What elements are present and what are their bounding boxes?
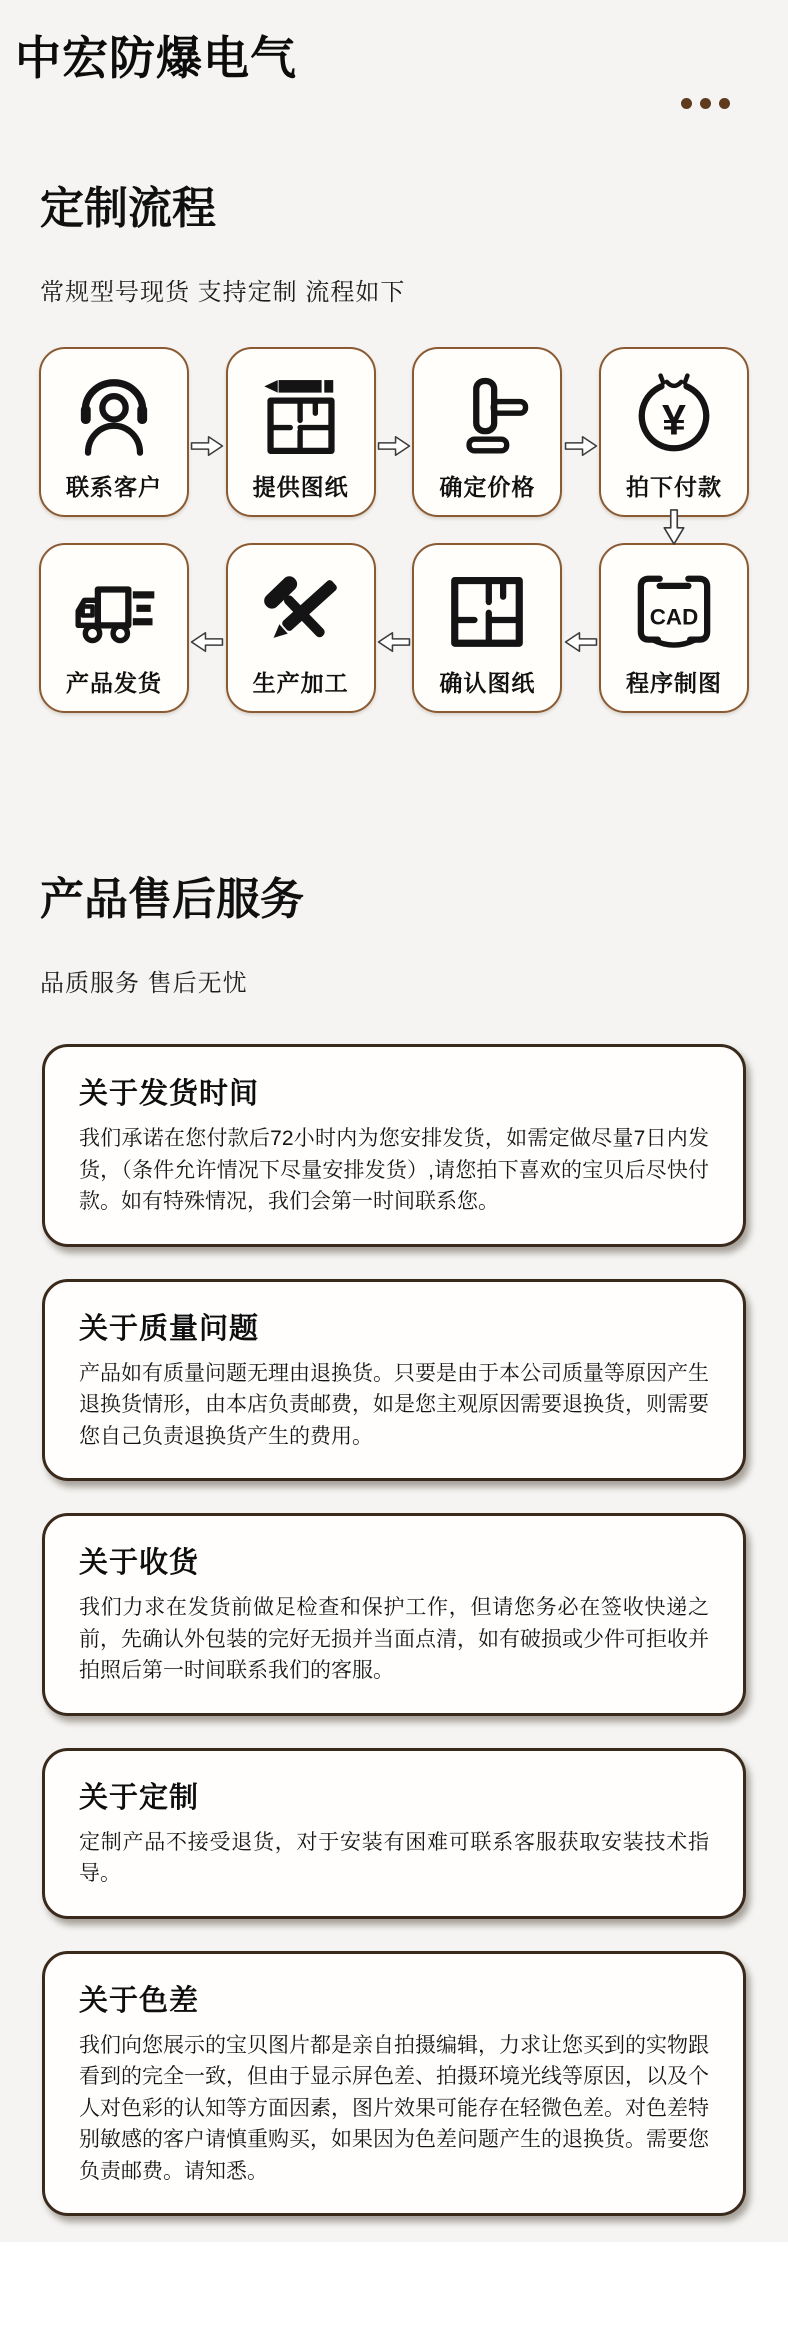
truck-icon xyxy=(71,545,157,665)
card-title: 关于定制 xyxy=(79,1781,200,1814)
card-body: 我们力求在发货前做足检查和保护工作，但请您务必在签收快递之前，先确认外包装的完好无损并当面点清，如有破损或少件可拒收并拍照后第一时间联系我们的客服。 xyxy=(79,1596,709,1682)
flow-step-label: 确定价格 xyxy=(439,474,536,500)
custom-process-title: 定制流程 xyxy=(40,184,216,233)
card-title: 关于色差 xyxy=(79,1984,200,2017)
flow-step-cad-drawing xyxy=(599,543,749,713)
flow-step-pay-order xyxy=(599,347,749,517)
flow-step-label: 拍下付款 xyxy=(626,474,722,500)
card-title: 关于发货时间 xyxy=(79,1078,260,1110)
three-dots-icon[interactable] xyxy=(681,98,730,109)
card-color-difference xyxy=(42,1951,746,2217)
arrow-left-icon xyxy=(562,571,599,713)
card-title: 关于收货 xyxy=(79,1547,200,1579)
arrow-left-icon xyxy=(376,571,413,713)
card-body: 我们承诺在您付款后72小时内为您安排发货，如需定做尽量7日内发货，（条件允许情况下尽量安排发货）,请您拍下喜欢的宝贝后尽快付款。如有特殊情况，我们会第一时间联系您。 xyxy=(79,1127,709,1213)
flow-step-label: 联系客户 xyxy=(66,474,162,500)
headset-person-icon xyxy=(71,349,157,469)
flow-step-label: 确认图纸 xyxy=(439,670,536,696)
flow-step-label: 生产加工 xyxy=(252,670,349,696)
flow-step-production xyxy=(226,543,376,713)
card-body: 我们向您展示的宝贝图片都是亲自拍摄编辑，力求让您买到的实物跟看到的完全一致，但由于显示屏色差、拍摄环境光线等原因，以及个人对色彩的认知等方面因素，图片效果可能存在轻微色差。对色差特别敏感的客户请慎重购买，如果因为色差问题产生的退换货。需要您负责邮费。请知悉。 xyxy=(79,2033,709,2183)
arrow-right-icon xyxy=(376,375,413,517)
custom-process-flow xyxy=(39,347,749,713)
flow-step-confirm-drawing xyxy=(412,543,562,713)
brand-title: 中宏防爆电气 xyxy=(15,32,297,84)
card-body: 定制产品不接受退货，对于安装有困难可联系客服获取安装技术指导。 xyxy=(79,1830,709,1885)
arrow-right-icon xyxy=(189,375,226,517)
blueprint-pencil-icon xyxy=(258,349,344,469)
card-title: 关于质量问题 xyxy=(79,1312,260,1345)
yen-glyph: ¥ xyxy=(662,396,686,445)
card-quality-issue xyxy=(42,1279,746,1482)
flow-step-label: 提供图纸 xyxy=(252,474,349,500)
gavel-icon xyxy=(444,349,530,469)
flow-step-confirm-price xyxy=(412,347,562,517)
cad-scroll-icon xyxy=(631,545,717,665)
after-sales-title: 产品售后服务 xyxy=(40,875,304,924)
pay-coin-icon xyxy=(631,349,717,469)
flow-step-label: 产品发货 xyxy=(66,670,162,696)
flow-step-contact-customer xyxy=(39,347,189,517)
cad-glyph: CAD xyxy=(649,604,699,630)
after-sales-cards xyxy=(0,1044,788,2216)
arrow-down-icon xyxy=(599,517,749,543)
custom-process-subtitle: 常规型号现货 支持定制 流程如下 xyxy=(40,279,406,306)
card-customization xyxy=(42,1748,746,1919)
arrow-left-icon xyxy=(189,571,226,713)
flow-step-label: 程序制图 xyxy=(626,670,722,696)
card-shipping-time xyxy=(42,1044,746,1247)
card-receiving xyxy=(42,1513,746,1716)
flow-step-ship-product xyxy=(39,543,189,713)
floorplan-icon xyxy=(444,545,530,665)
card-body: 产品如有质量问题无理由退换货。只要是由于本公司质量等原因产生退换货情形，由本店负责邮费，如是您主观原因需要退换货，则需要您自己负责退换货产生的费用。 xyxy=(79,1361,709,1448)
hammer-tools-icon xyxy=(258,545,344,665)
bottom-spacer xyxy=(0,2242,788,2340)
after-sales-subtitle: 品质服务 售后无忧 xyxy=(40,970,248,997)
arrow-right-icon xyxy=(562,375,599,517)
flow-step-provide-drawing xyxy=(226,347,376,517)
